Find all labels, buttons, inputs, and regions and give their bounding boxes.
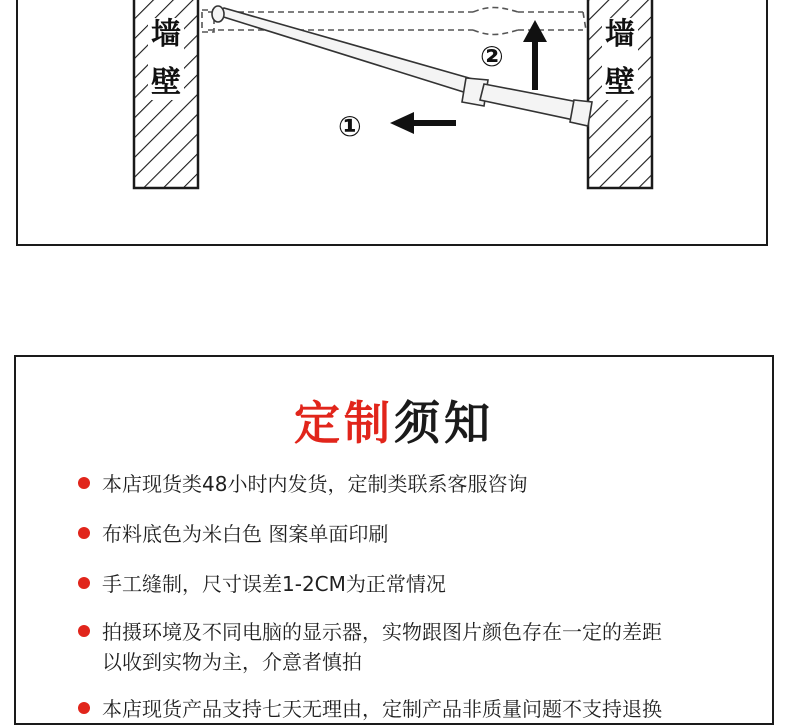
tension-rod-diagram [18, 0, 770, 246]
notice-item-text: 手工缝制，尺寸误差1-2CM为正常情况 [102, 572, 446, 596]
notice-title-red: 定制 [294, 396, 394, 450]
bullet-dot-icon [78, 527, 90, 539]
notice-item-text: 本店现货产品支持七天无理由，定制产品非质量问题不支持退换 [102, 697, 662, 721]
bullet-dot-icon [78, 702, 90, 714]
notice-item-text [102, 617, 662, 677]
step-2-label: ② [480, 40, 504, 73]
notice-item-text: 本店现货类48小时内发货，定制类联系客服咨询 [102, 472, 528, 496]
notice-item-text-line-1: 拍摄环境及不同电脑的显示器，实物跟图片颜色存在一定的差距 [102, 620, 662, 644]
left-wall-char-2: 壁 [151, 65, 181, 100]
installation-diagram-panel [16, 0, 768, 246]
right-wall-label [602, 18, 638, 100]
notice-item [78, 617, 758, 677]
notice-title [16, 387, 772, 453]
bullet-dot-icon [78, 625, 90, 637]
notice-item [78, 694, 758, 724]
notice-item [78, 469, 758, 499]
custom-order-notice-panel [14, 355, 774, 725]
bullet-dot-icon [78, 477, 90, 489]
left-wall-label [148, 18, 184, 100]
notice-item [78, 519, 758, 549]
step-1-label: ① [338, 110, 362, 143]
notice-item [78, 569, 758, 599]
right-wall-char-2: 壁 [605, 65, 635, 100]
left-arrow [390, 112, 456, 134]
notice-item-text: 布料底色为米白色 图案单面印刷 [102, 522, 389, 546]
bullet-dot-icon [78, 577, 90, 589]
right-wall-char-1: 墙 [605, 17, 635, 52]
notice-item-text-line-2: 以收到实物为主，介意者慎拍 [102, 650, 362, 674]
left-wall-char-1: 墙 [151, 17, 181, 52]
notice-title-black: 须知 [394, 396, 494, 450]
